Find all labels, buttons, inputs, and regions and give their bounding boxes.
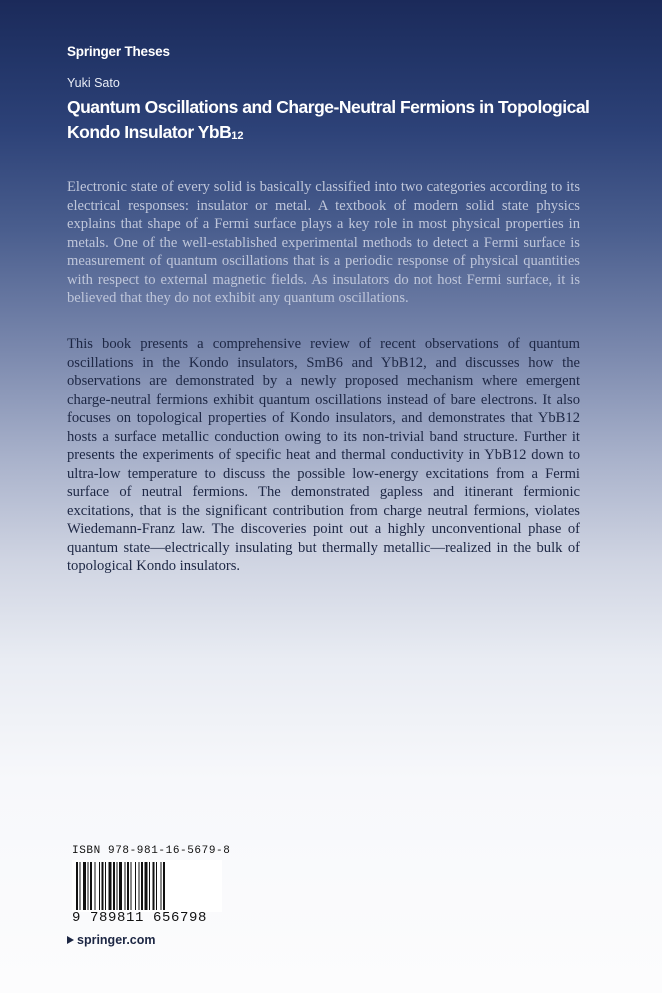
book-title-main: Quantum Oscillations and Charge-Neutral Fermions in Topological Kondo Insulator YbB <box>67 97 590 142</box>
barcode-digits: 9 789811 656798 <box>72 910 208 926</box>
publisher-link[interactable] <box>67 933 156 947</box>
isbn-label: ISBN 978-981-16-5679-8 <box>72 845 231 857</box>
barcode-bars <box>72 860 222 912</box>
author-name: Yuki Sato <box>67 76 120 90</box>
triangle-right-icon <box>67 936 74 944</box>
publisher-link-label: springer.com <box>77 933 156 947</box>
blurb-paragraph-2: This book presents a comprehensive review of recent observations of quantum oscillations in the Kondo insulators, SmB6 and YbB12, and discusses how the observations are demonstrated by a newly proposed mechanism where emergent charge-neutral fermions exhibit quantum oscillations instead of bare electrons. It also focuses on topological properties of Kondo insulators, and demonstrates that YbB12 hosts a surface metallic conduction owing to its non-trivial band structure. Further it presents the experiments of specific heat and thermal conductivity in YbB12 down to ultra-low temperature to discuss the possible low-energy excitations from a Fermi surface of neutral fermions. The demonstrated gapless and itinerant fermionic excitations, that is the significant contribution from charge neutral fermions, violates Wiedemann-Franz law. The discoveries point out a highly unconventional phase of quantum state—electrically insulating but thermally metallic—realized in the bulk of topological Kondo insulators. <box>67 336 580 574</box>
book-title-subscript: 12 <box>231 130 244 142</box>
blurb-paragraph-1: Electronic state of every solid is basically classified into two categories according to its electrical responses: insulator or metal. A textbook of modern solid state physics explains that shape of a Fermi surface plays a key role in most physical properties in metals. One of the well-established experimental methods to detect a Fermi surface is measurement of quantum oscillations that is a periodic response of physical quantities with respect to external magnetic fields. As insulators do not host Fermi surface, it is believed that they do not exhibit any quantum oscillations. <box>67 179 580 306</box>
series-name: Springer Theses <box>67 44 170 59</box>
book-title <box>67 95 627 148</box>
isbn-barcode <box>72 845 232 926</box>
